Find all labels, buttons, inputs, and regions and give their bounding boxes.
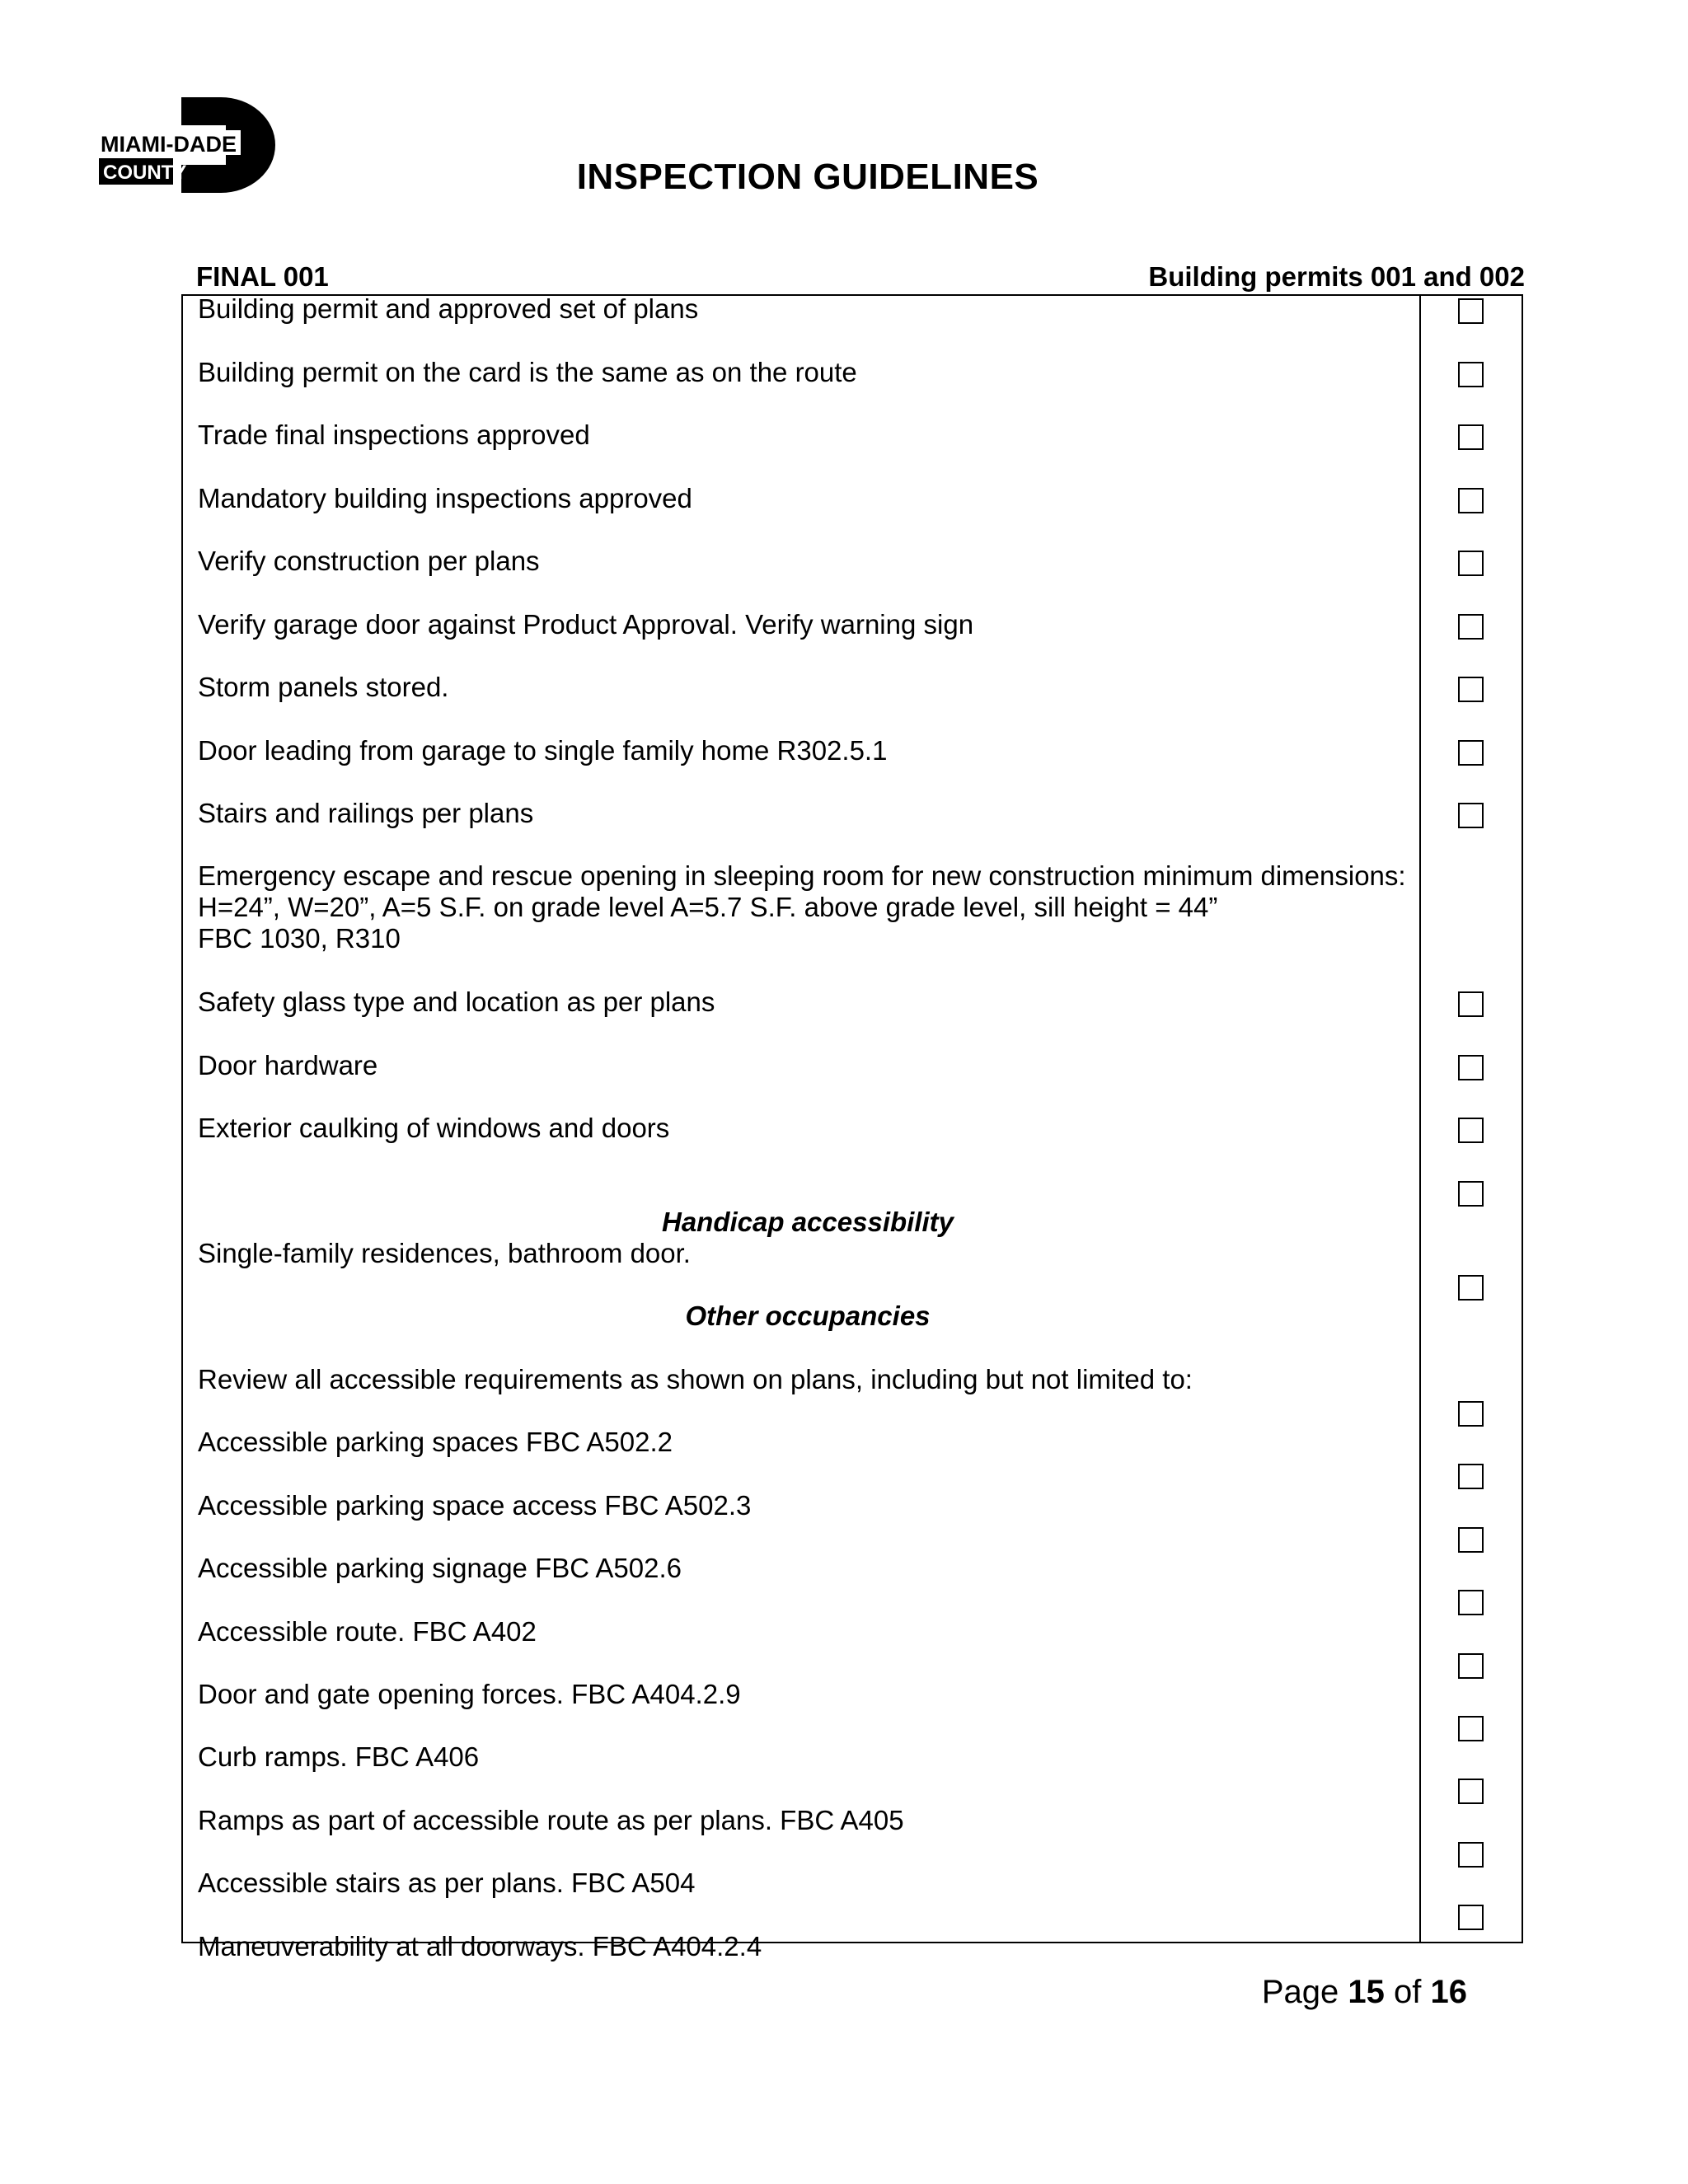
checkbox[interactable] (1458, 1055, 1484, 1080)
checklist-item: Verify construction per plans (198, 546, 540, 576)
checklist-item: Mandatory building inspections approved (198, 483, 692, 513)
checklist-item: Building permit on the card is the same as on the route (198, 357, 857, 387)
checkbox[interactable] (1458, 551, 1484, 576)
subheading-handicap: Handicap accessibility (662, 1207, 954, 1237)
checkbox[interactable] (1458, 362, 1484, 387)
checklist-item: Storm panels stored. (198, 672, 449, 702)
checkbox[interactable] (1458, 740, 1484, 766)
subheading-other: Other occupancies (685, 1301, 931, 1331)
checkbox[interactable] (1458, 1842, 1484, 1868)
checkbox[interactable] (1458, 1779, 1484, 1804)
checklist-item: Door hardware (198, 1050, 378, 1080)
column-divider (1419, 296, 1421, 1942)
checkbox[interactable] (1458, 1527, 1484, 1553)
checklist-item: Verify garage door against Product Approval. Verify warning sign (198, 609, 974, 640)
checkbox[interactable] (1458, 991, 1484, 1017)
page-total: 16 (1430, 1974, 1467, 2010)
checklist-item: Accessible parking signage FBC A502.6 (198, 1553, 682, 1583)
checkbox[interactable] (1458, 1905, 1484, 1930)
checklist-item: Accessible parking spaces FBC A502.2 (198, 1427, 673, 1457)
checklist-item: Stairs and railings per plans (198, 798, 534, 828)
checklist-item: Accessible route. FBC A402 (198, 1616, 537, 1647)
logo-text-bottom: COUNTY (103, 162, 187, 184)
page-prefix: Page (1261, 1974, 1339, 2010)
section-scope: Building permits 001 and 002 (1148, 261, 1525, 292)
checklist-item: Maneuverability at all doorways. FBC A404.2.4 (198, 1931, 762, 1961)
page-current: 15 (1348, 1974, 1385, 2010)
checklist-item: Door and gate opening forces. FBC A404.2.9 (198, 1679, 741, 1709)
page-title: INSPECTION GUIDELINES (576, 157, 1039, 197)
checklist-item: Emergency escape and rescue opening in sleeping room for new construction minimum dimensions: H=24”, W=20”, A=5 S.F. on grade level A=5.7 S.F. above grade level, sill height = 44” FBC 1030, R310 (198, 860, 1406, 954)
logo-text-top: MIAMI-DADE (101, 132, 237, 157)
page-of: of (1394, 1974, 1422, 2010)
checkbox[interactable] (1458, 488, 1484, 513)
page-number (1261, 1974, 1467, 2011)
checklist-item: Accessible stairs as per plans. FBC A504 (198, 1868, 696, 1898)
checkbox[interactable] (1458, 298, 1484, 324)
checklist-item: Single-family residences, bathroom door. (198, 1238, 691, 1268)
checkbox[interactable] (1458, 1590, 1484, 1615)
checklist-item: Ramps as part of accessible route as per plans. FBC A405 (198, 1805, 904, 1835)
checklist-item: Curb ramps. FBC A406 (198, 1741, 480, 1772)
checkbox[interactable] (1458, 1653, 1484, 1679)
checkbox[interactable] (1458, 614, 1484, 640)
checkbox[interactable] (1458, 1401, 1484, 1427)
inspection-checklist (181, 293, 1523, 1961)
checklist-item: Safety glass type and location as per plans (198, 987, 715, 1017)
checkbox[interactable] (1458, 1118, 1484, 1143)
checklist-item: Exterior caulking of windows and doors (198, 1113, 670, 1143)
checklist-item: Trade final inspections approved (198, 419, 590, 450)
checkbox[interactable] (1458, 1716, 1484, 1741)
checklist-item: Accessible parking space access FBC A502.3 (198, 1490, 752, 1521)
checklist-item: Building permit and approved set of plans (198, 293, 699, 324)
checkbox[interactable] (1458, 803, 1484, 828)
section-code: FINAL 001 (196, 261, 329, 292)
checkbox[interactable] (1458, 1464, 1484, 1489)
checkbox[interactable] (1458, 1181, 1484, 1207)
checklist-item: Door leading from garage to single family home R302.5.1 (198, 735, 888, 766)
checkbox[interactable] (1458, 424, 1484, 450)
checklist-item: Review all accessible requirements as shown on plans, including but not limited to: (198, 1364, 1193, 1394)
checkbox[interactable] (1458, 677, 1484, 702)
checkbox[interactable] (1458, 1275, 1484, 1301)
section-header (196, 261, 1525, 294)
